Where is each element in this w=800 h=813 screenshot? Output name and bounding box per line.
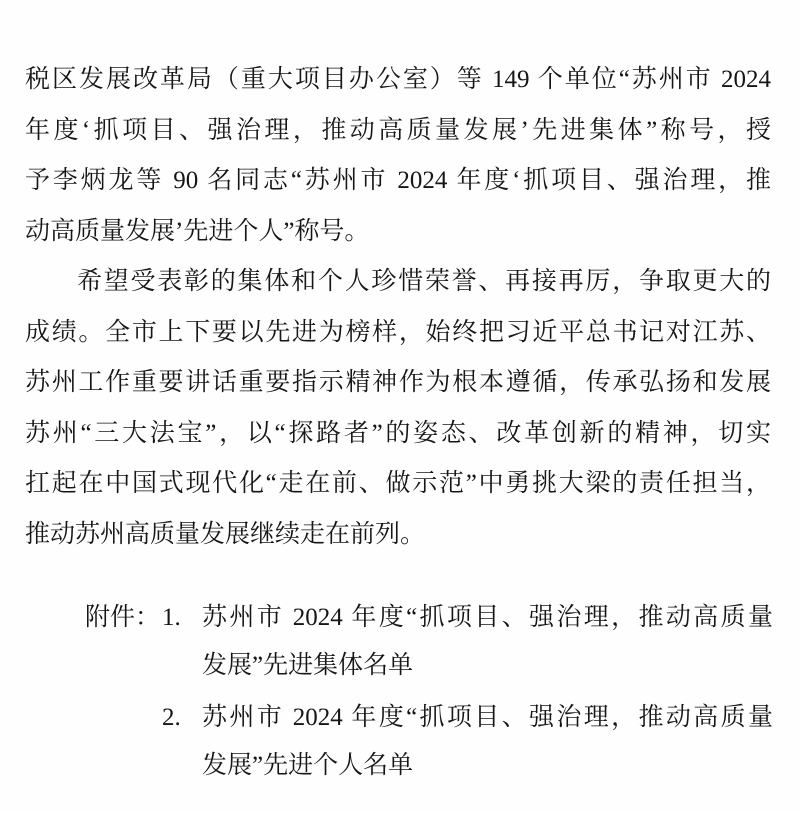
attachment-list [162, 594, 774, 794]
attachment-item-2-number: 2. [162, 704, 181, 731]
body-line-5: 希望受表彰的集体和个人珍惜荣誉、再接再厉，争取更大的 [77, 268, 771, 295]
attachment-item-2-text [202, 694, 773, 790]
body-line-9: 扛起在中国式现代化“走在前、做示范”中勇挑大梁的责任担当， [25, 470, 771, 497]
body-line-7: 苏州工作重要讲话重要指示精神作为根本遵循，传承弘扬和发展 [25, 369, 771, 396]
body-line-3: 予李炳龙等 90 名同志“苏州市 2024 年度‘抓项目、强治理，推 [25, 167, 771, 194]
body-line-10: 推动苏州高质量发展继续走在前列。 [25, 520, 426, 548]
body-line-2: 年度‘抓项目、强治理，推动高质量发展’先进集体”称号，授 [25, 116, 771, 144]
body-line-6: 成绩。全市上下要以先进为榜样，始终把习近平总书记对江苏、 [25, 318, 771, 346]
attachment-item-2-line-2: 发展”先进个人名单 [202, 752, 414, 779]
body-line-8: 苏州“三大法宝”，以“探路者”的姿态、改革创新的精神，切实 [25, 419, 771, 447]
attachment-section [85, 594, 774, 794]
attachment-item-1-number: 1. [162, 604, 181, 631]
attachment-label: 附件： [85, 604, 161, 631]
attachment-item-1 [162, 594, 774, 690]
attachment-item-1-text [202, 594, 773, 690]
body-line-4: 动高质量发展’先进个人”称号。 [25, 217, 370, 245]
body-line-1: 税区发展改革局（重大项目办公室）等 149 个单位“苏州市 2024 [25, 66, 771, 93]
attachment-item-2-line-1: 苏州市 2024 年度“抓项目、强治理，推动高质量 [202, 704, 773, 731]
attachment-item-1-line-2: 发展”先进集体名单 [202, 652, 414, 679]
attachment-item-1-line-1: 苏州市 2024 年度“抓项目、强治理，推动高质量 [202, 604, 773, 631]
body-text-block [25, 55, 771, 560]
attachment-item-2 [162, 694, 774, 790]
